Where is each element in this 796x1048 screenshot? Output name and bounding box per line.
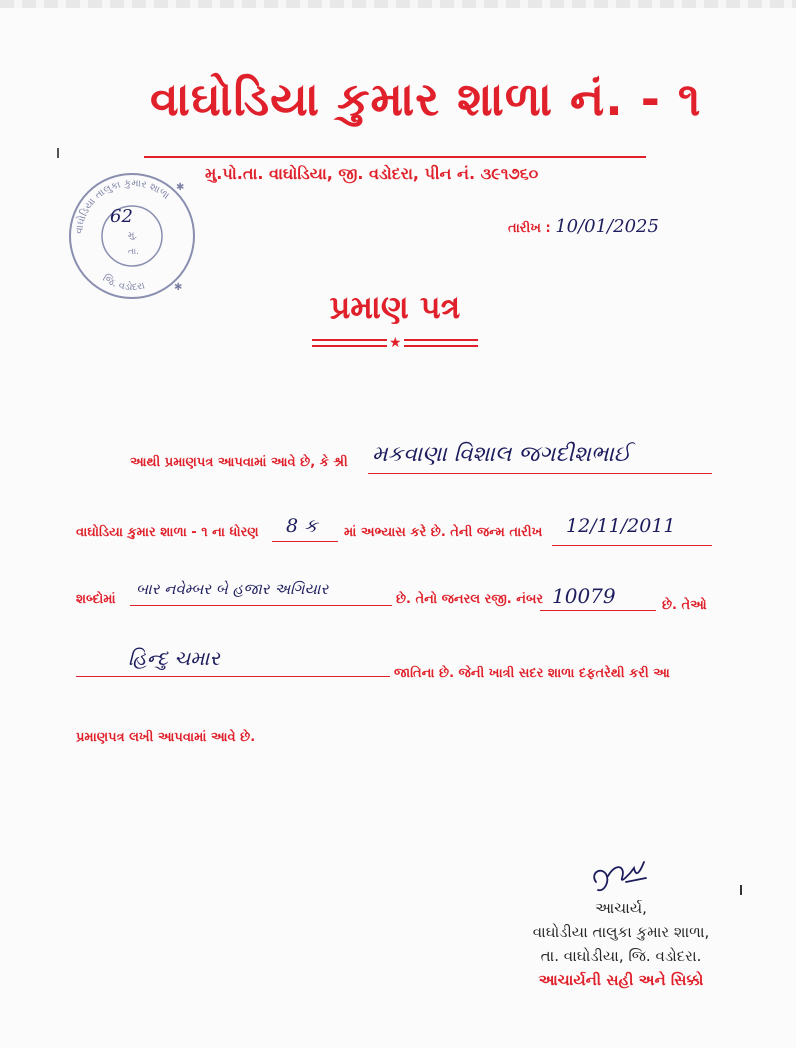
student-name: મકવાણા વિશાલ જગદીશભાઈ: [372, 442, 631, 467]
principal-location: તા. વાઘોડીયા, જિ. વડોદરા.: [540, 947, 702, 965]
signature-caption: આચાર્યની સહી અને સિક્કો: [538, 971, 704, 989]
certificate-title: પ્રમાણ પત્ર: [329, 288, 461, 326]
birth-date-words-line: [130, 605, 392, 606]
line4-text: જાતિના છે. જેની ખાત્રી સદર શાળા દફતરેથી કરી આ: [394, 666, 670, 681]
principal-designation: આચાર્ય,: [595, 899, 647, 917]
seal-handwritten-number: 62: [110, 206, 133, 227]
school-seal-stamp: [66, 162, 198, 310]
signature-block: [506, 896, 736, 992]
date-row: [508, 216, 659, 237]
principal-signature: [586, 852, 656, 902]
line5-text: પ્રમાણપત્ર લખી આપવામાં આવે છે.: [76, 730, 256, 745]
margin-mark: [57, 148, 59, 158]
date-label: તારીખ :: [508, 221, 551, 236]
school-address: મુ.પો.તા. વાઘોડિયા, જી. વડોદરા, પીન નં. ૩૯૧૭૬૦: [205, 164, 539, 183]
register-number: 10079: [552, 584, 616, 608]
student-name-line: [368, 473, 712, 474]
standard-line: [272, 541, 338, 542]
line3-suffix: છે. તેઓ: [662, 598, 707, 613]
seal-bottom-text: જિ. વડોદરા: [100, 272, 146, 294]
line3-prefix: શબ્દોમાં: [76, 592, 116, 607]
heading-underline: [144, 156, 646, 158]
line2-mid: માં અભ્યાસ કરે છે. તેની જન્મ તારીખ: [344, 525, 543, 540]
school-name-heading: વાઘોડિયા કુમાર શાળા નં. - ૧: [150, 72, 702, 126]
line2-prefix: વાઘોડિયા કુમાર શાળા - ૧ ના ધોરણ: [76, 525, 259, 540]
birth-date-words: બાર નવેમ્બર બે હજાર અગિયાર: [136, 580, 329, 598]
date-value: 10/01/2025: [555, 216, 659, 237]
standard-value: 8 ક: [286, 515, 318, 537]
seal-star-icon: ✱: [176, 182, 185, 193]
seal-center-a: મુ.: [128, 231, 138, 241]
torn-top-edge: [0, 0, 796, 8]
line1-text: આથી પ્રમાણપત્ર આપવામાં આવે છે, કે શ્રી: [130, 455, 348, 470]
caste-value: હિન્દુ ચમાર: [128, 646, 220, 670]
seal-star-icon: ✱: [174, 282, 183, 293]
register-number-line: [540, 610, 656, 611]
seal-center-b: તા.: [128, 247, 140, 257]
line3-mid: છે. તેનો જનરલ રજી. નંબર: [396, 592, 544, 607]
margin-tick: [740, 885, 742, 895]
birth-date-line: [552, 545, 712, 546]
birth-date-value: 12/11/2011: [566, 515, 676, 537]
title-star-icon: ★: [389, 335, 402, 351]
caste-line: [76, 676, 390, 677]
principal-school: વાઘોડીયા તાલુકા કુમાર શાળા,: [532, 923, 710, 941]
seal-top-text: વાઘોડિયા તાલુકા કુમાર શાળા: [73, 177, 172, 235]
